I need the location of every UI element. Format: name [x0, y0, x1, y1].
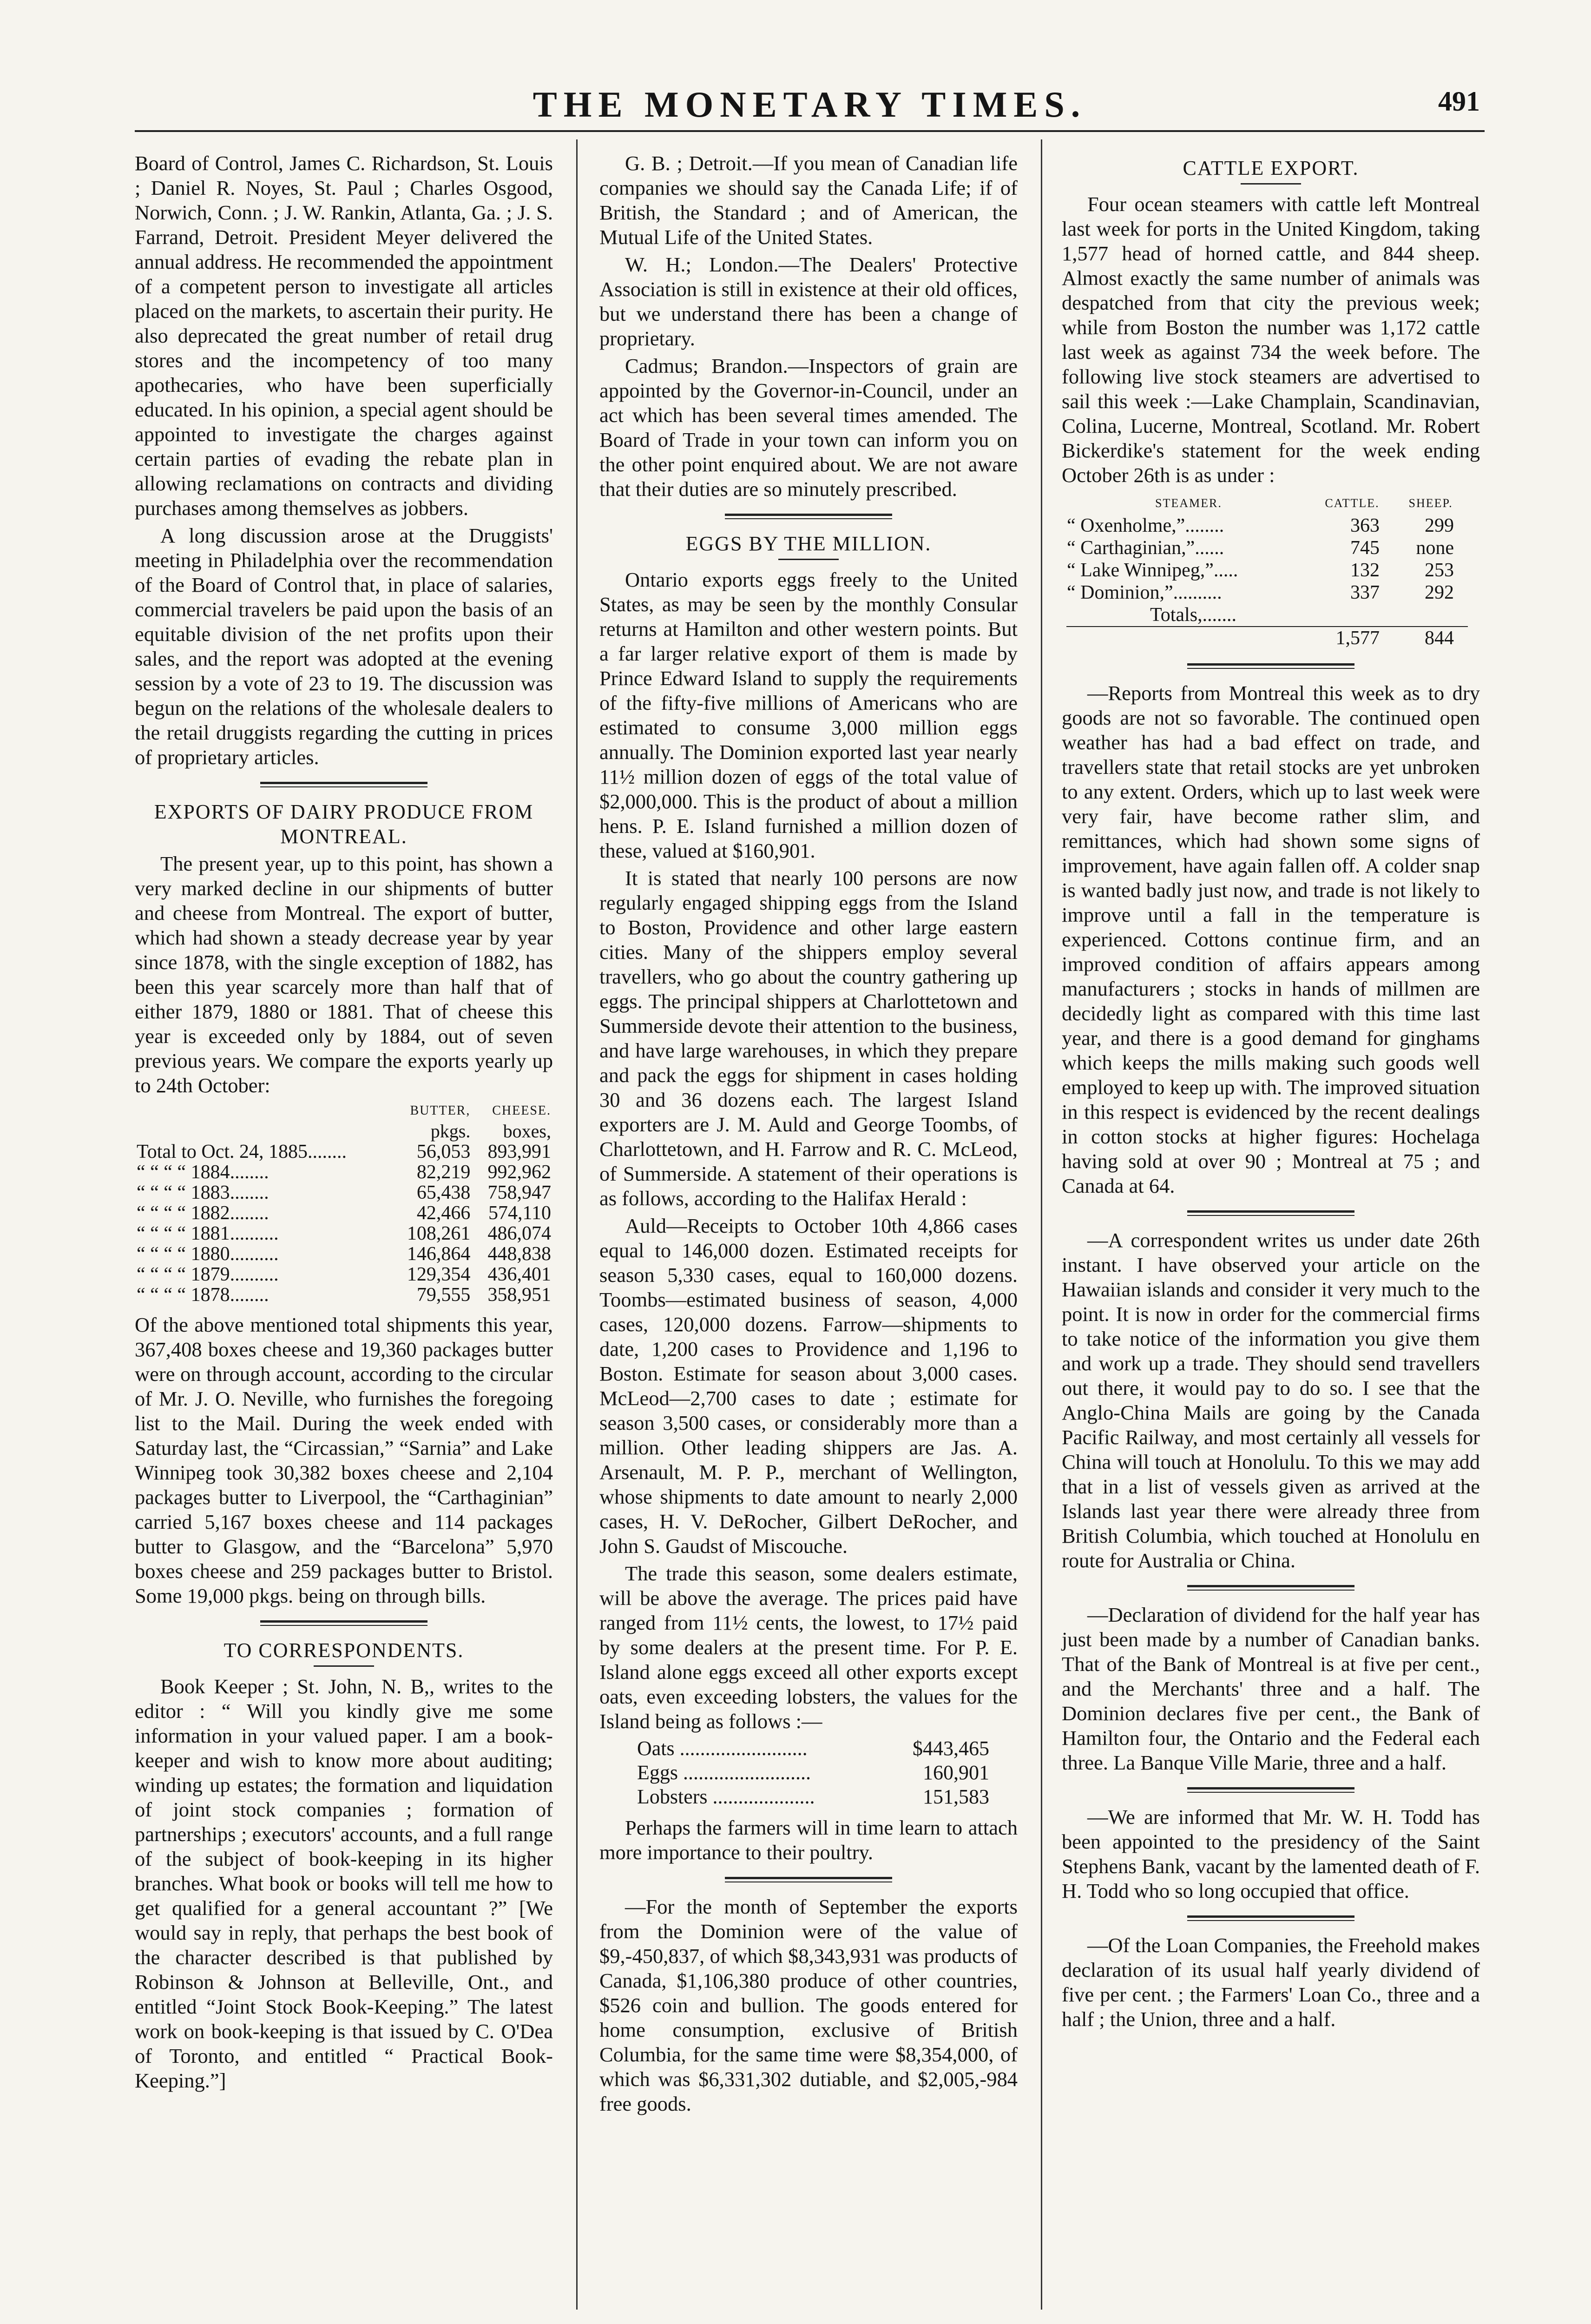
table-row — [1066, 537, 1468, 559]
cheese-value: 358,951 — [487, 1284, 551, 1306]
sheep-value: none — [1416, 537, 1454, 559]
column-header: STEAMER. — [1155, 496, 1222, 510]
article-paragraph: —Of the Loan Companies, the Freehold makes declaration of its usual half yearly dividend of five per cent. ; the Farmers' Loan Co., three and a half ; the Union, three and a half. — [1062, 1934, 1480, 2031]
totals-label: Totals,....... — [1150, 604, 1237, 626]
correspondents-heading: TO CORRESPONDENTS. — [224, 1639, 464, 1662]
column-header: CATTLE. — [1325, 496, 1380, 510]
export-value: $443,465 — [913, 1737, 989, 1760]
section-rule — [1187, 663, 1354, 669]
column-header: BUTTER, — [410, 1103, 471, 1118]
cattle-value: 132 — [1350, 560, 1380, 581]
sheep-value: 292 — [1425, 582, 1454, 603]
row-label: “ “ “ “ 1882........ — [137, 1202, 269, 1224]
section-rule — [1187, 1585, 1354, 1591]
cheese-value: 893,991 — [487, 1141, 551, 1162]
article-paragraph: G. B. ; Detroit.—If you mean of Canadian life companies we should say the Canada Life; if of British, the Standard ; and of American, the Mutual Life of the United States. — [599, 152, 1018, 249]
article-paragraph: Perhaps the farmers will in time learn to attach more importance to their poultry. — [599, 1816, 1018, 1864]
row-label: “ “ “ “ 1879.......... — [137, 1264, 279, 1285]
heading-rule — [314, 1665, 374, 1667]
steamer-name: “ Dominion,”.......... — [1067, 582, 1222, 603]
totals-row — [1066, 627, 1468, 649]
section-rule — [260, 1620, 427, 1626]
column-1 — [135, 151, 553, 2310]
cattle-value: 745 — [1350, 537, 1380, 559]
steamer-name: “ Lake Winnipeg,”..... — [1067, 560, 1238, 581]
row-label: Total to Oct. 24, 1885........ — [137, 1141, 347, 1162]
table-row — [135, 1203, 553, 1223]
article-paragraph: Book Keeper ; St. John, N. B,, writes to the editor : “ Will you kindly give me some information in your valued paper. I am a book-keeper and wish to know more about auditing; winding up estates; the formation and liquidation of joint stock companies ; formation of partnerships ; executors' accounts, and a full range of the subject of book-keeping in its higher branches. What book or books will tell me how to get qualified for a general accountant ?” [We would say in reply, that perhaps the best book of the character described is that published by Robinson & Johnson at Belleville, Ont., and entitled “Joint Stock Book-Keeping.” The latest work on book-keeping is that issued by C. O'Dea of Toronto, and entitled “ Practical Book-Keeping.”] — [135, 1675, 553, 2092]
article-paragraph: Auld—Receipts to October 10th 4,866 cases equal to 146,000 dozen. Estimated receipts for season 5,330 cases, equal to 160,000 dozens. Toombs—estimated business of season, 4,000 cases, 120,000 dozens. Farrow—shipments to date, 1,200 cases to Providence and 1,196 to Boston. Estimate for season about 3,000 cases. McLeod—2,700 cases to date ; estimate for season 3,500 cases, or considerably more than a million. Other leading shippers are Jas. A. Arsenault, M. P. P., merchant of Wellington, whose shipments to date amount to nearly 2,000 cases, H. V. DeRocher, Gilbert DeRocher, and John S. Gaudst of Miscouche. — [599, 1214, 1018, 1558]
article-paragraph: —For the month of September the exports from the Dominion were of the value of $9,-450,837, of which $8,343,931 was products of Canada, $1,106,380 produce of other countries, $526 coin and bullion. The goods entered for home consumption, exclusive of British Columbia, for the same time were $8,354,000, of which was $6,331,302 dutiable, and $2,005,-984 free goods. — [599, 1895, 1018, 2115]
article-paragraph: —We are informed that Mr. W. H. Todd has been appointed to the presidency of the Saint Stephens Bank, vacant by the lamented death of F. H. Todd who so long occupied that office. — [1062, 1805, 1480, 1902]
table-row — [135, 1244, 553, 1264]
cattle-value: 337 — [1350, 582, 1380, 603]
publication-title: THE MONETARY TIMES. — [533, 84, 1087, 125]
heading-rule — [778, 559, 839, 560]
column-subheader: pkgs. — [430, 1121, 471, 1142]
export-item: Eggs ......................... — [637, 1761, 811, 1784]
sheep-value: 253 — [1425, 560, 1454, 581]
butter-value: 108,261 — [407, 1223, 471, 1244]
export-value: 160,901 — [923, 1761, 989, 1784]
article-paragraph: Board of Control, James C. Richardson, St. Louis ; Daniel R. Noyes, St. Paul ; Charles Osgood, Norwich, Conn. ; J. W. Rankin, Atlanta, Ga. ; J. S. Farrand, Detroit. President Meyer delivered the annual address. He recommended the appointment of a competent person to investigate all articles placed on the markets, to ascertain their purity. He also deprecated the great number of retail drug stores and the incompetency of too many apothecaries, who have been superficially educated. In his opinion, a special agent should be appointed to investigate the charges against certain parties of evading the rebate plan in allowing reclamations on contracts and dividing purchases among themselves as jobbers. — [135, 152, 553, 520]
table-row — [637, 1785, 990, 1809]
article-paragraph: Cadmus; Brandon.—Inspectors of grain are appointed by the Governor-in-Council, under an act which has been several times amended. The Board of Trade in your town can inform you on the other point enquired about. We are not aware that their duties are so minutely prescribed. — [599, 354, 1018, 501]
row-label: “ “ “ “ 1884........ — [137, 1162, 269, 1183]
dairy-exports-table — [135, 1101, 553, 1305]
butter-value: 56,053 — [416, 1141, 471, 1162]
cattle-value: 363 — [1350, 515, 1380, 536]
row-label: “ “ “ “ 1883........ — [137, 1182, 269, 1203]
section-rule — [1187, 1210, 1354, 1216]
article-paragraph: —Declaration of dividend for the half year has just been made by a number of Canadian banks. That of the Bank of Montreal is at five per cent., and the Merchants' three and a half. The Dominion declares five per cent., the Bank of Hamilton four, the Ontario and the Federal each three. La Banque Ville Marie, three and a half. — [1062, 1603, 1480, 1774]
cheese-value: 436,401 — [487, 1264, 551, 1285]
sheep-value: 299 — [1425, 515, 1454, 536]
article-paragraph: W. H.; London.—The Dealers' Protective Association is still in existence at their old offices, but we understand there has been a change of proprietary. — [599, 253, 1018, 350]
column-subheader: boxes, — [503, 1121, 551, 1142]
heading-rule — [1241, 183, 1301, 185]
totals-label-row — [1066, 604, 1468, 627]
butter-value: 79,555 — [416, 1284, 471, 1306]
export-item: Lobsters .................... — [637, 1785, 815, 1808]
row-label: “ “ “ “ 1881.......... — [137, 1223, 279, 1244]
cattle-export-table — [1066, 492, 1468, 649]
section-rule — [1187, 1787, 1354, 1793]
cheese-value: 758,947 — [487, 1182, 551, 1203]
section-rule — [260, 782, 427, 787]
article-paragraph: Of the above mentioned total shipments this year, 367,408 boxes cheese and 19,360 packages butter were on through account, according to the circular of Mr. J. O. Neville, who furnishes the foregoing list to the Mail. During the week ended with Saturday last, the “Circassian,” “Sarnia” and Lake Winnipeg took 30,382 boxes cheese and 2,104 packages butter to Liverpool, the “Carthaginian” carried 5,167 boxes cheese and 114 packages butter to Glasgow, and the “Barcelona” 5,970 boxes cheese and 259 packages butter to Bristol. Some 19,000 pkgs. being on through bills. — [135, 1313, 553, 1607]
cheese-value: 992,962 — [487, 1162, 551, 1183]
column-header: CHEESE. — [492, 1103, 551, 1118]
butter-value: 42,466 — [416, 1202, 471, 1224]
table-row — [135, 1264, 553, 1285]
total-cattle: 1,577 — [1311, 627, 1394, 649]
article-paragraph: A long discussion arose at the Druggists' meeting in Philadelphia over the recommendation of the Board of Control that, in place of salaries, commercial travelers be paid upon the basis of an equitable division of the net profits upon their sales, and the report was adopted at the evening session by a vote of 23 to 19. The discussion was begun on the relations of the wholesale dealers to the retail druggists regarding the cutting in prices of proprietary articles. — [135, 524, 553, 769]
section-rule — [1187, 1915, 1354, 1921]
butter-value: 146,864 — [407, 1243, 471, 1265]
column-header: SHEEP. — [1408, 496, 1453, 510]
column-2 — [599, 151, 1018, 2310]
cheese-value: 486,074 — [487, 1223, 551, 1244]
table-row — [1066, 559, 1468, 581]
article-paragraph: —Reports from Montreal this week as to dry goods are not so favorable. The continued open weather has had a bad effect on trade, and travellers state that retail stocks are yet unbroken to any extent. Orders, which up to last week were very fair, have become rather slim, and remittances, which had shown some signs of improvement, have again fallen off. A colder snap is wanted badly just now, and trade is not likely to improve until a fall in the temperature is experienced. Cottons continue firm, and an improved condition of affairs appears among manufacturers ; stocks in hands of millmen are decidedly light as compared with this time last year, and there is a good demand for ginghams which keeps the mills making such goods well employed to keep up with. The improved situation in this respect is evidenced by the recent dealings in cotton stocks at higher figures: Hochelaga having sold at over 90 ; Montreal at 75 ; and Canada at 64. — [1062, 681, 1480, 1197]
table-row — [637, 1761, 990, 1785]
column-3 — [1062, 151, 1480, 2310]
eggs-heading: EGGS BY THE MILLION. — [685, 532, 932, 555]
dairy-exports-heading: EXPORTS OF DAIRY PRODUCE FROM MONTREAL. — [154, 800, 534, 848]
article-paragraph: —A correspondent writes us under date 26th instant. I have observed your article on the Hawaiian islands and consider it very much to the point. It is now in order for the commercial firms to take notice of the information you give them and work up a trade. They should send travellers out there, it would pay to do so. I see that the Anglo-China Mails are going by the Canada Pacific Railway, and most certainly all vessels for China will touch at Honolulu. To this we may add that in a list of vessels given as arrived at the Islands last year there were already three from British Columbia, which touched at Honolulu en route for Australia or China. — [1062, 1228, 1480, 1572]
section-rule — [725, 1877, 892, 1882]
masthead — [135, 79, 1485, 132]
article-paragraph: The present year, up to this point, has shown a very marked decline in our shipments of butter and cheese from Montreal. The export of butter, which had shown a steady decrease year by year since 1878, with the single exception of 1882, has been this year scarcely more than half that of either 1879, 1880 or 1881. That of cheese this year is exceeded only by 1884, out of seven previous years. We compare the exports yearly up to 24th October: — [135, 852, 553, 1097]
butter-value: 129,354 — [407, 1264, 471, 1285]
table-row — [135, 1162, 553, 1182]
cheese-value: 574,110 — [488, 1202, 551, 1224]
article-paragraph: Ontario exports eggs freely to the United States, as may be seen by the monthly Consular returns at Hamilton and other western points. But a far larger relative export of them is made by Prince Edward Island to supply the requirements of the fifty-five millions of Americans who are estimated to consume 3,000 million eggs annually. The Dominion exported last year nearly 11½ million dozen of eggs of the total value of $2,000,000. This is the product of about a million hens. P. E. Island furnished a million dozen of these, valued at $160,901. — [599, 568, 1018, 862]
article-paragraph: It is stated that nearly 100 persons are now regularly engaged shipping eggs from the Island to Boston, Providence and other large eastern cities. Many of the shippers employ several travellers, who go about the country gathering up eggs. The principal shippers at Charlottetown and Summerside devote their attention to the business, and have large warehouses, in which they prepare and pack the eggs for shipment in cases holding 30 and 36 dozens each. The largest Island exporters are J. M. Auld and George Toombs, of Charlottetown, and H. Farrow and R. C. McLeod, of Summerside. A statement of their operations is as follows, according to the Halifax Herald : — [599, 866, 1018, 1210]
article-paragraph: The trade this season, some dealers estimate, will be above the average. The prices paid have ranged from 11½ cents, the lowest, to 17½ paid by some dealers at the present time. For P. E. Island alone eggs exceed all other exports except oats, even exceeding lobsters, the values for the Island being as follows :— — [599, 1562, 1018, 1733]
export-value: 151,583 — [923, 1785, 989, 1808]
table-row — [637, 1736, 990, 1761]
butter-value: 65,438 — [416, 1182, 471, 1203]
butter-value: 82,219 — [416, 1162, 471, 1183]
steamer-name: “ Oxenholme,”........ — [1067, 515, 1224, 536]
table-row — [1066, 515, 1468, 537]
total-sheep: 844 — [1394, 627, 1468, 649]
column-divider — [1041, 139, 1042, 2310]
table-row — [135, 1223, 553, 1244]
section-rule — [725, 514, 892, 519]
page-number: 491 — [1438, 86, 1480, 117]
steamer-name: “ Carthaginian,”...... — [1067, 537, 1224, 559]
table-row — [1066, 581, 1468, 604]
cheese-value: 448,838 — [487, 1243, 551, 1265]
table-row — [135, 1182, 553, 1203]
row-label: “ “ “ “ 1878........ — [137, 1284, 269, 1306]
table-row — [135, 1142, 553, 1162]
column-divider — [576, 139, 578, 2310]
export-item: Oats ......................... — [637, 1737, 808, 1760]
island-exports-table — [637, 1736, 990, 1809]
cattle-export-heading: CATTLE EXPORT. — [1183, 157, 1359, 179]
table-row — [135, 1285, 553, 1305]
article-paragraph: Four ocean steamers with cattle left Montreal last week for ports in the United Kingdom, taking 1,577 head of horned cattle, and 844 sheep. Almost exactly the same number of animals was despatched from that city the previous week; while from Boston the number was 1,172 cattle last week as against 734 the week before. The following live stock steamers are advertised to sail this week :—Lake Champlain, Scandinavian, Colina, Lucerne, Montreal, Scotland. Mr. Robert Bickerdike's statement for the week ending October 26th is as under : — [1062, 192, 1480, 487]
row-label: “ “ “ “ 1880.......... — [137, 1243, 279, 1265]
